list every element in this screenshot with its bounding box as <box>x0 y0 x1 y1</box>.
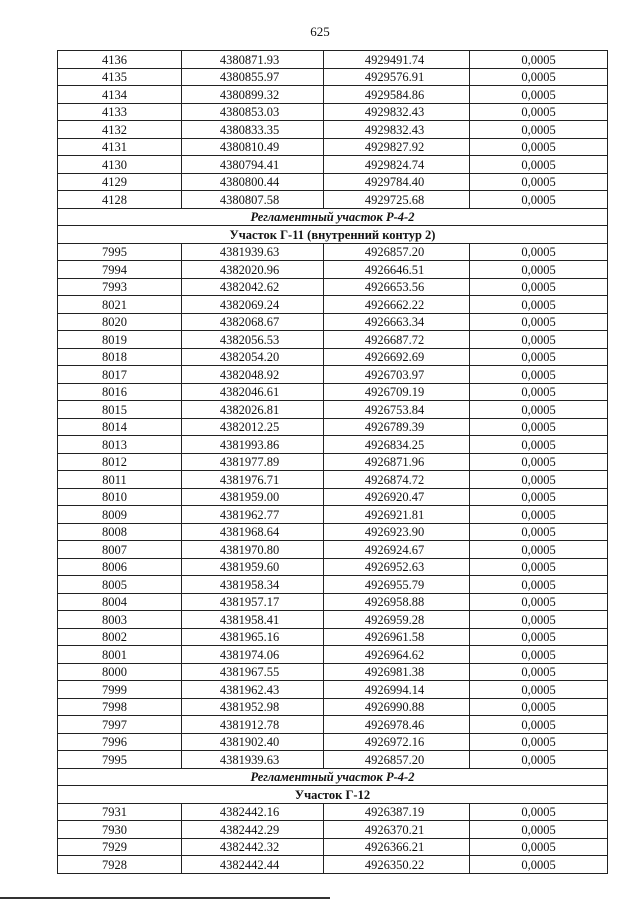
x-coordinate-cell: 4381962.77 <box>182 506 324 524</box>
y-coordinate-cell: 4929832.43 <box>324 121 470 139</box>
y-coordinate-cell: 4926387.19 <box>324 803 470 821</box>
x-coordinate-cell: 4381939.63 <box>182 243 324 261</box>
table-row <box>58 488 608 506</box>
table-row <box>58 86 608 104</box>
y-coordinate-cell: 4926972.16 <box>324 733 470 751</box>
table-row <box>58 821 608 839</box>
error-cell: 0,0005 <box>470 86 608 104</box>
point-number-cell: 7928 <box>58 856 182 874</box>
point-number-cell: 4134 <box>58 86 182 104</box>
error-cell: 0,0005 <box>470 348 608 366</box>
x-coordinate-cell: 4380899.32 <box>182 86 324 104</box>
point-number-cell: 4135 <box>58 68 182 86</box>
point-number-cell: 7995 <box>58 243 182 261</box>
table-row <box>58 436 608 454</box>
error-cell: 0,0005 <box>470 751 608 769</box>
x-coordinate-cell: 4382048.92 <box>182 366 324 384</box>
error-cell: 0,0005 <box>470 856 608 874</box>
y-coordinate-cell: 4929832.43 <box>324 103 470 121</box>
point-number-cell: 7930 <box>58 821 182 839</box>
x-coordinate-cell: 4382442.29 <box>182 821 324 839</box>
point-number-cell: 8019 <box>58 331 182 349</box>
y-coordinate-cell: 4926952.63 <box>324 558 470 576</box>
x-coordinate-cell: 4382054.20 <box>182 348 324 366</box>
error-cell: 0,0005 <box>470 191 608 209</box>
table-row <box>58 576 608 594</box>
point-number-cell: 7994 <box>58 261 182 279</box>
point-number-cell: 8002 <box>58 628 182 646</box>
y-coordinate-cell: 4926350.22 <box>324 856 470 874</box>
y-coordinate-cell: 4926653.56 <box>324 278 470 296</box>
table-row <box>58 68 608 86</box>
point-number-cell: 8008 <box>58 523 182 541</box>
point-number-cell: 4136 <box>58 51 182 69</box>
x-coordinate-cell: 4381939.63 <box>182 751 324 769</box>
x-coordinate-cell: 4381958.34 <box>182 576 324 594</box>
x-coordinate-cell: 4380810.49 <box>182 138 324 156</box>
point-number-cell: 4132 <box>58 121 182 139</box>
y-coordinate-cell: 4926959.28 <box>324 611 470 629</box>
point-number-cell: 8015 <box>58 401 182 419</box>
x-coordinate-cell: 4381967.55 <box>182 663 324 681</box>
x-coordinate-cell: 4381970.80 <box>182 541 324 559</box>
y-coordinate-cell: 4929584.86 <box>324 86 470 104</box>
error-cell: 0,0005 <box>470 541 608 559</box>
point-number-cell: 8001 <box>58 646 182 664</box>
bottom-rule <box>0 897 330 899</box>
y-coordinate-cell: 4926834.25 <box>324 436 470 454</box>
y-coordinate-cell: 4926994.14 <box>324 681 470 699</box>
x-coordinate-cell: 4381965.16 <box>182 628 324 646</box>
table-row <box>58 348 608 366</box>
x-coordinate-cell: 4382020.96 <box>182 261 324 279</box>
x-coordinate-cell: 4381976.71 <box>182 471 324 489</box>
error-cell: 0,0005 <box>470 733 608 751</box>
error-cell: 0,0005 <box>470 436 608 454</box>
error-cell: 0,0005 <box>470 558 608 576</box>
y-coordinate-cell: 4926857.20 <box>324 751 470 769</box>
point-number-cell: 4133 <box>58 103 182 121</box>
page-number: 625 <box>310 24 330 39</box>
table-row <box>58 51 608 69</box>
error-cell: 0,0005 <box>470 646 608 664</box>
point-number-cell: 8004 <box>58 593 182 611</box>
y-coordinate-cell: 4926964.62 <box>324 646 470 664</box>
error-cell: 0,0005 <box>470 611 608 629</box>
error-cell: 0,0005 <box>470 278 608 296</box>
table-row <box>58 593 608 611</box>
point-number-cell: 7931 <box>58 803 182 821</box>
table-row <box>58 453 608 471</box>
x-coordinate-cell: 4382046.61 <box>182 383 324 401</box>
table-row <box>58 541 608 559</box>
y-coordinate-cell: 4926663.34 <box>324 313 470 331</box>
table-row <box>58 663 608 681</box>
error-cell: 0,0005 <box>470 156 608 174</box>
point-number-cell: 8009 <box>58 506 182 524</box>
point-number-cell: 8014 <box>58 418 182 436</box>
error-cell: 0,0005 <box>470 488 608 506</box>
x-coordinate-cell: 4380855.97 <box>182 68 324 86</box>
table-row <box>58 418 608 436</box>
x-coordinate-cell: 4382026.81 <box>182 401 324 419</box>
point-number-cell: 4131 <box>58 138 182 156</box>
y-coordinate-cell: 4929576.91 <box>324 68 470 86</box>
error-cell: 0,0005 <box>470 523 608 541</box>
error-cell: 0,0005 <box>470 471 608 489</box>
y-coordinate-cell: 4926789.39 <box>324 418 470 436</box>
y-coordinate-cell: 4926370.21 <box>324 821 470 839</box>
error-cell: 0,0005 <box>470 663 608 681</box>
y-coordinate-cell: 4929827.92 <box>324 138 470 156</box>
point-number-cell: 4128 <box>58 191 182 209</box>
coordinates-table-body <box>58 51 608 874</box>
error-cell: 0,0005 <box>470 838 608 856</box>
subsection-heading: Участок Г-12 <box>58 786 608 804</box>
point-number-cell: 8006 <box>58 558 182 576</box>
error-cell: 0,0005 <box>470 68 608 86</box>
table-row <box>58 243 608 261</box>
error-cell: 0,0005 <box>470 121 608 139</box>
y-coordinate-cell: 4926924.67 <box>324 541 470 559</box>
y-coordinate-cell: 4926687.72 <box>324 331 470 349</box>
point-number-cell: 7999 <box>58 681 182 699</box>
table-row <box>58 383 608 401</box>
x-coordinate-cell: 4380800.44 <box>182 173 324 191</box>
y-coordinate-cell: 4926692.69 <box>324 348 470 366</box>
y-coordinate-cell: 4926753.84 <box>324 401 470 419</box>
error-cell: 0,0005 <box>470 173 608 191</box>
point-number-cell: 8013 <box>58 436 182 454</box>
table-row <box>58 646 608 664</box>
x-coordinate-cell: 4382068.67 <box>182 313 324 331</box>
table-row <box>58 856 608 874</box>
error-cell: 0,0005 <box>470 243 608 261</box>
error-cell: 0,0005 <box>470 261 608 279</box>
table-row <box>58 558 608 576</box>
table-row <box>58 261 608 279</box>
section-heading: Регламентный участок Р-4-2 <box>58 208 608 226</box>
table-row <box>58 698 608 716</box>
table-row <box>58 173 608 191</box>
error-cell: 0,0005 <box>470 506 608 524</box>
y-coordinate-cell: 4929491.74 <box>324 51 470 69</box>
x-coordinate-cell: 4382442.44 <box>182 856 324 874</box>
table-row <box>58 156 608 174</box>
x-coordinate-cell: 4381974.06 <box>182 646 324 664</box>
table-row <box>58 751 608 769</box>
y-coordinate-cell: 4926961.58 <box>324 628 470 646</box>
error-cell: 0,0005 <box>470 313 608 331</box>
point-number-cell: 4130 <box>58 156 182 174</box>
point-number-cell: 7995 <box>58 751 182 769</box>
table-row <box>58 838 608 856</box>
y-coordinate-cell: 4926874.72 <box>324 471 470 489</box>
y-coordinate-cell: 4929784.40 <box>324 173 470 191</box>
error-cell: 0,0005 <box>470 366 608 384</box>
point-number-cell: 8003 <box>58 611 182 629</box>
point-number-cell: 8018 <box>58 348 182 366</box>
table-row <box>58 278 608 296</box>
x-coordinate-cell: 4382056.53 <box>182 331 324 349</box>
point-number-cell: 8017 <box>58 366 182 384</box>
error-cell: 0,0005 <box>470 803 608 821</box>
x-coordinate-cell: 4381962.43 <box>182 681 324 699</box>
y-coordinate-cell: 4929725.68 <box>324 191 470 209</box>
y-coordinate-cell: 4926920.47 <box>324 488 470 506</box>
point-number-cell: 8020 <box>58 313 182 331</box>
error-cell: 0,0005 <box>470 698 608 716</box>
error-cell: 0,0005 <box>470 418 608 436</box>
section-heading-row <box>58 768 608 786</box>
x-coordinate-cell: 4380871.93 <box>182 51 324 69</box>
table-row <box>58 296 608 314</box>
y-coordinate-cell: 4926921.81 <box>324 506 470 524</box>
y-coordinate-cell: 4929824.74 <box>324 156 470 174</box>
subsection-heading: Участок Г-11 (внутренний контур 2) <box>58 226 608 244</box>
table-row <box>58 331 608 349</box>
y-coordinate-cell: 4926958.88 <box>324 593 470 611</box>
point-number-cell: 8010 <box>58 488 182 506</box>
point-number-cell: 8007 <box>58 541 182 559</box>
point-number-cell: 8011 <box>58 471 182 489</box>
y-coordinate-cell: 4926646.51 <box>324 261 470 279</box>
x-coordinate-cell: 4381952.98 <box>182 698 324 716</box>
y-coordinate-cell: 4926871.96 <box>324 453 470 471</box>
error-cell: 0,0005 <box>470 296 608 314</box>
point-number-cell: 8016 <box>58 383 182 401</box>
error-cell: 0,0005 <box>470 51 608 69</box>
table-row <box>58 628 608 646</box>
y-coordinate-cell: 4926709.19 <box>324 383 470 401</box>
y-coordinate-cell: 4926703.97 <box>324 366 470 384</box>
x-coordinate-cell: 4381993.86 <box>182 436 324 454</box>
error-cell: 0,0005 <box>470 138 608 156</box>
x-coordinate-cell: 4382069.24 <box>182 296 324 314</box>
y-coordinate-cell: 4926978.46 <box>324 716 470 734</box>
y-coordinate-cell: 4926955.79 <box>324 576 470 594</box>
x-coordinate-cell: 4381959.60 <box>182 558 324 576</box>
y-coordinate-cell: 4926366.21 <box>324 838 470 856</box>
table-row <box>58 716 608 734</box>
x-coordinate-cell: 4382012.25 <box>182 418 324 436</box>
table-row <box>58 733 608 751</box>
point-number-cell: 8005 <box>58 576 182 594</box>
error-cell: 0,0005 <box>470 401 608 419</box>
x-coordinate-cell: 4380794.41 <box>182 156 324 174</box>
y-coordinate-cell: 4926662.22 <box>324 296 470 314</box>
table-row <box>58 471 608 489</box>
error-cell: 0,0005 <box>470 628 608 646</box>
point-number-cell: 7993 <box>58 278 182 296</box>
table-row <box>58 103 608 121</box>
point-number-cell: 8000 <box>58 663 182 681</box>
table-row <box>58 681 608 699</box>
error-cell: 0,0005 <box>470 383 608 401</box>
x-coordinate-cell: 4381902.40 <box>182 733 324 751</box>
table-row <box>58 803 608 821</box>
error-cell: 0,0005 <box>470 331 608 349</box>
x-coordinate-cell: 4380807.58 <box>182 191 324 209</box>
table-row <box>58 366 608 384</box>
table-row <box>58 506 608 524</box>
x-coordinate-cell: 4381912.78 <box>182 716 324 734</box>
section-heading: Регламентный участок Р-4-2 <box>58 768 608 786</box>
coordinates-table <box>57 50 608 874</box>
point-number-cell: 8021 <box>58 296 182 314</box>
point-number-cell: 7998 <box>58 698 182 716</box>
section-heading-row <box>58 208 608 226</box>
y-coordinate-cell: 4926981.38 <box>324 663 470 681</box>
error-cell: 0,0005 <box>470 453 608 471</box>
point-number-cell: 7929 <box>58 838 182 856</box>
error-cell: 0,0005 <box>470 716 608 734</box>
error-cell: 0,0005 <box>470 576 608 594</box>
error-cell: 0,0005 <box>470 681 608 699</box>
y-coordinate-cell: 4926923.90 <box>324 523 470 541</box>
table-row <box>58 611 608 629</box>
x-coordinate-cell: 4381958.41 <box>182 611 324 629</box>
x-coordinate-cell: 4382442.32 <box>182 838 324 856</box>
y-coordinate-cell: 4926990.88 <box>324 698 470 716</box>
x-coordinate-cell: 4381968.64 <box>182 523 324 541</box>
x-coordinate-cell: 4381977.89 <box>182 453 324 471</box>
table-row <box>58 191 608 209</box>
error-cell: 0,0005 <box>470 821 608 839</box>
x-coordinate-cell: 4380833.35 <box>182 121 324 139</box>
table-row <box>58 313 608 331</box>
point-number-cell: 8012 <box>58 453 182 471</box>
error-cell: 0,0005 <box>470 593 608 611</box>
table-row <box>58 401 608 419</box>
point-number-cell: 7997 <box>58 716 182 734</box>
x-coordinate-cell: 4382042.62 <box>182 278 324 296</box>
y-coordinate-cell: 4926857.20 <box>324 243 470 261</box>
table-row <box>58 138 608 156</box>
error-cell: 0,0005 <box>470 103 608 121</box>
table-row <box>58 121 608 139</box>
subsection-heading-row <box>58 786 608 804</box>
point-number-cell: 4129 <box>58 173 182 191</box>
x-coordinate-cell: 4380853.03 <box>182 103 324 121</box>
point-number-cell: 7996 <box>58 733 182 751</box>
x-coordinate-cell: 4381957.17 <box>182 593 324 611</box>
table-row <box>58 523 608 541</box>
x-coordinate-cell: 4381959.00 <box>182 488 324 506</box>
x-coordinate-cell: 4382442.16 <box>182 803 324 821</box>
subsection-heading-row <box>58 226 608 244</box>
